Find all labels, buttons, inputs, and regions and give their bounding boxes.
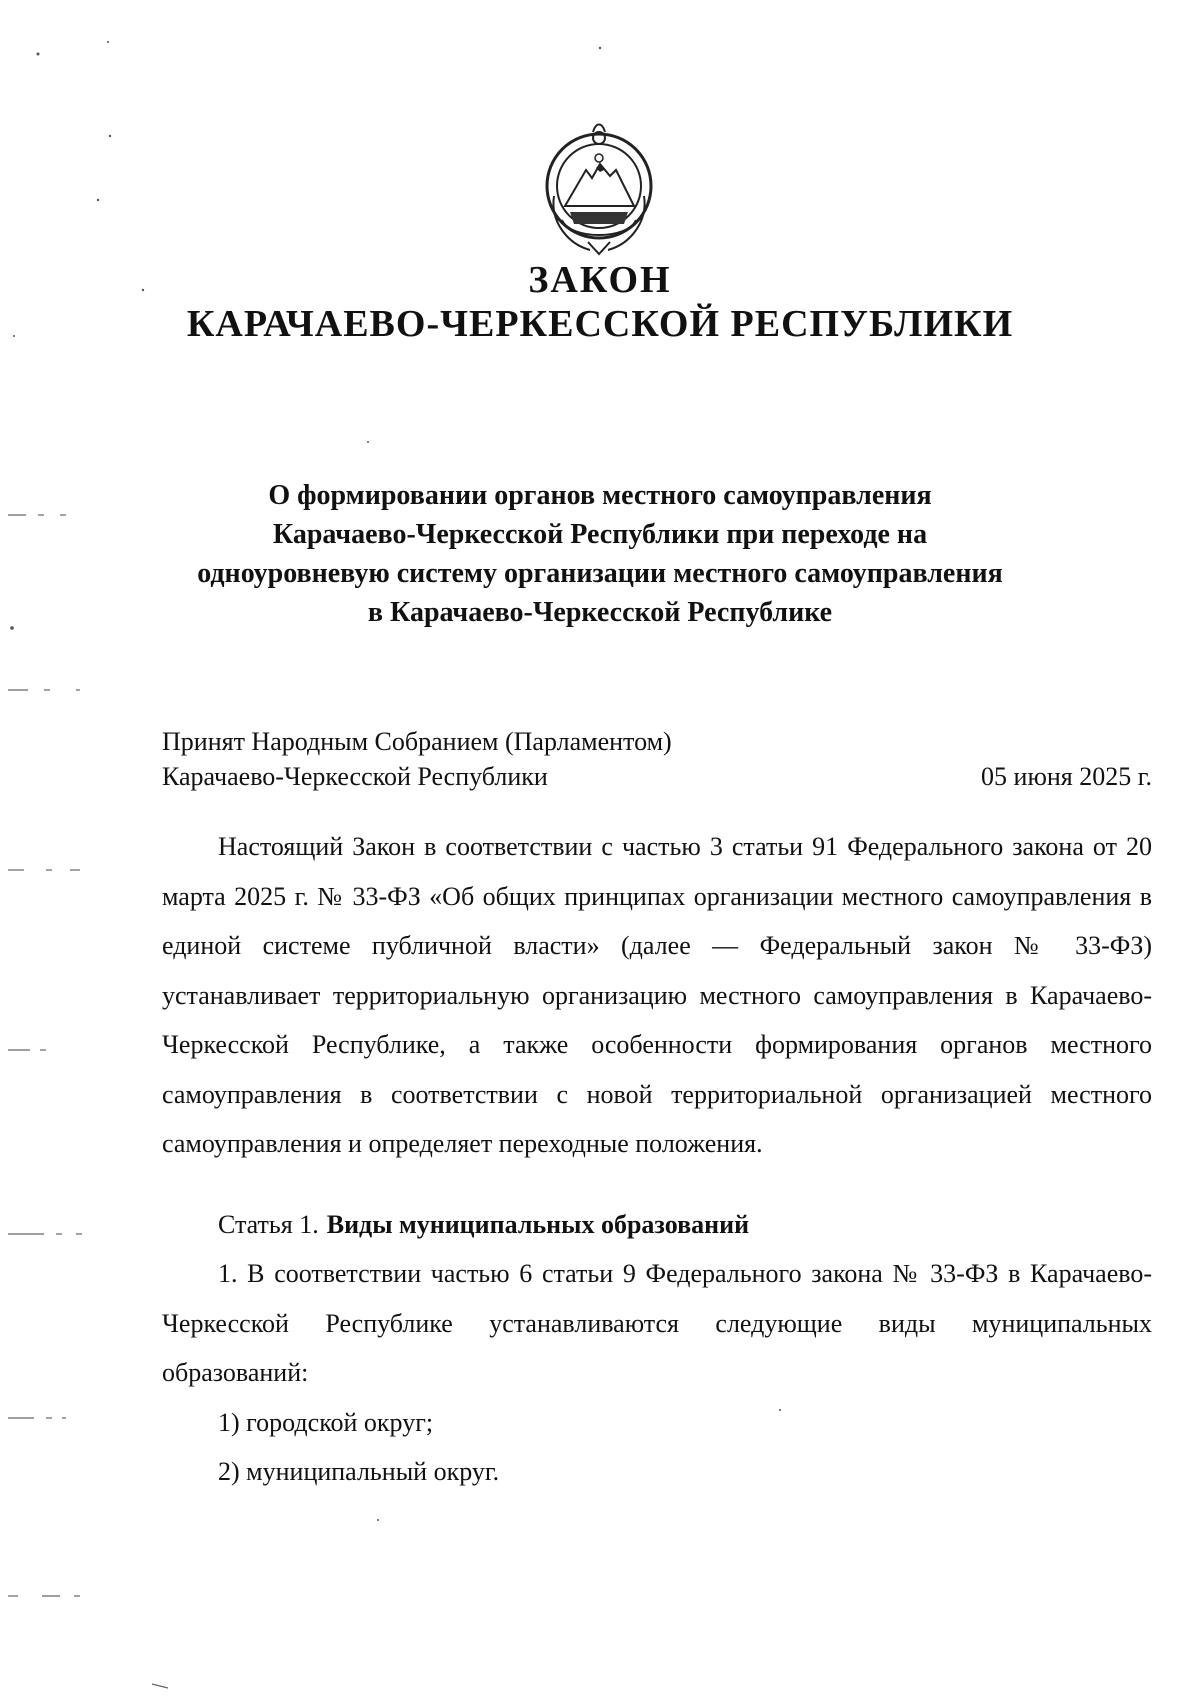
list-item: 1) городской округ;	[218, 1407, 434, 1437]
law-title-line: в Карачаево-Черкесской Республике	[367, 597, 833, 628]
preamble-paragraph: Настоящий Закон в соответствии с частью 3 статьи 91 Федерального закона от 20 марта 2025 г. № 33-ФЗ «Об общих принципах организации местного самоуправления в единой системе публичной власти» (далее — Федеральный закон № 33-ФЗ) устанавливает территориальную организацию местного самоуправления в Карачаево-Черкесской Республике, а также особенности формирования органов местного самоуправления в соответствии с новой территориальной организацией местного самоуправления и определяет переходные положения.	[162, 832, 1152, 1158]
article-1-paragraph-1: 1. В соответствии частью 6 статьи 9 Федерального закона № 33-ФЗ в Карачаево-Черкесской Республике устанавливаются следующие виды муниципальных образований:	[162, 1259, 1152, 1387]
adoption-line-1: Принят Народным Собранием (Парламентом)	[162, 727, 672, 756]
issuer-heading: КАРАЧАЕВО-ЧЕРКЕССКОЙ РЕСПУБЛИКИ	[186, 303, 1014, 345]
law-title-line: О формировании органов местного самоуправления	[268, 480, 932, 511]
article-name: Виды муниципальных образований	[326, 1209, 750, 1239]
republic-coat-of-arms-icon	[540, 112, 658, 258]
article-1-heading	[162, 1200, 1152, 1250]
law-title-line: одноуровневую систему организации местного самоуправления	[197, 558, 1003, 589]
adoption-date: 05 июня 2025 г.	[981, 762, 1152, 791]
adoption-line-2: Карачаево-Черкесской Республики	[162, 762, 548, 791]
list-item: 2) муниципальный округ.	[218, 1457, 500, 1486]
document-body	[162, 822, 1152, 1497]
law-title-line: Карачаево-Черкесской Республики при переходе на	[272, 519, 928, 550]
law-title	[0, 476, 1200, 632]
article-number: Статья 1.	[218, 1209, 319, 1239]
document-type-heading: ЗАКОН	[528, 259, 672, 301]
adoption-block	[162, 724, 1152, 794]
